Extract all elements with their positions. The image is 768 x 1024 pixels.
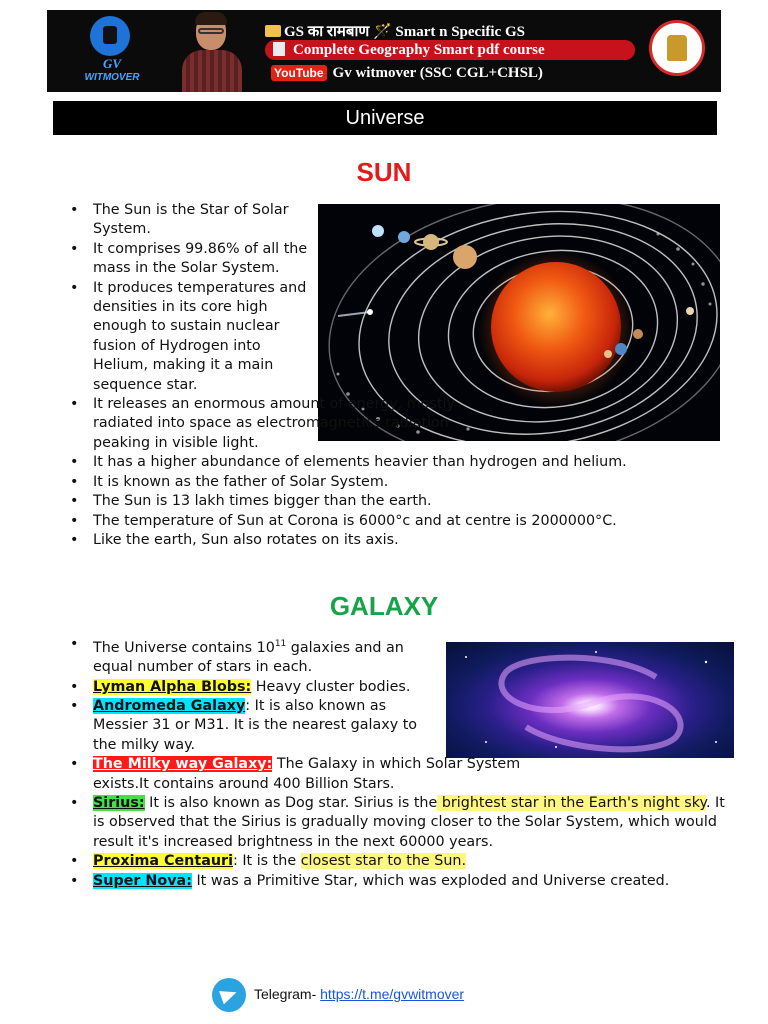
sun-facts-list [68, 201, 688, 550]
telegram-icon[interactable] [212, 978, 246, 1012]
page-title: Universe [53, 101, 717, 135]
list-item: • Proxima Centauri: It is the closest star to the Sun. [68, 852, 728, 871]
brand-logo [77, 14, 147, 88]
list-item: • It releases an enormous amount of energy, mostly radiated into space as electromagnetics radiation peaking in visible light. [68, 395, 688, 453]
list-item: • Lyman Alpha Blobs: Heavy cluster bodies. [68, 678, 728, 697]
sun-heading: SUN [356, 157, 412, 187]
plug-shape [103, 26, 117, 44]
term-sirius: Sirius: [93, 795, 145, 812]
list-item: • Super Nova: It was a Primitive Star, which was exploded and Universe created. [68, 872, 728, 891]
telegram-link[interactable]: https://t.me/gvwitmover [320, 986, 465, 1002]
list-item: • The Sun is the Star of Solar System. [68, 201, 688, 240]
highlight-closest-star: closest star to the Sun. [300, 853, 466, 870]
list-item: • The temperature of Sun at Corona is 6000°c and at centre is 2000000°C. [68, 512, 688, 531]
list-item: • The Sun is 13 lakh times bigger than the earth. [68, 492, 688, 511]
youtube-icon: YouTube [271, 65, 327, 81]
folder-icon [265, 25, 281, 37]
list-item: • Andromeda Galaxy: It is also known as Messier 31 or M31. It is the nearest galaxy to the milky way. [68, 697, 728, 755]
list-item: • It produces temperatures and densities in its core high enough to sustain nuclear fusion of Hydrogen into Helium, making it a main sequence star. [68, 279, 688, 395]
list-item: • Sirius: It is also known as Dog star. Sirius is the brightest star in the Earth's night sky. It is observed that the Sirius is gradually moving closer to the Solar System, which would result it's increased brightness in the next 60000 years. [68, 794, 728, 852]
term-proxima-centauri: Proxima Centauri [93, 853, 233, 870]
telegram-footer: Telegram- https://t.me/gvwitmover [254, 986, 465, 1002]
list-item: • It has a higher abundance of elements heavier than hydrogen and helium. [68, 453, 688, 472]
term-super-nova: Super Nova: [93, 872, 192, 889]
galaxy-heading: GALAXY [329, 591, 439, 621]
term-andromeda-galaxy: Andromeda Galaxy [93, 697, 246, 714]
list-item: • The Milky way Galaxy: The Galaxy in which Solar System exists.It contains around 400 Billion Stars. [68, 755, 728, 794]
banner-channel: YouTube Gv witmover (SSC CGL+CHSL) [271, 65, 543, 82]
galaxy-facts-list [68, 635, 728, 891]
banner-course-title: Complete Geography Smart pdf course [265, 40, 635, 60]
ssc-emblem-icon [649, 20, 705, 76]
term-lyman-alpha-blobs: Lyman Alpha Blobs: [93, 678, 252, 695]
term-milky-way-galaxy: The Milky way Galaxy: [93, 756, 273, 773]
presenter-avatar [177, 10, 247, 92]
logo-mark: GV [102, 56, 122, 71]
document-icon [273, 42, 285, 56]
list-item: • It is known as the father of Solar System. [68, 473, 688, 492]
list-item: • The Universe contains $10^{11}$ galaxies and an equal number of stars in each. [68, 635, 728, 678]
highlight-brightest-star: brightest star in the Earth's night sky [437, 795, 706, 812]
list-item: • It comprises 99.86% of all the mass in the Solar System. [68, 240, 688, 279]
header-banner [47, 10, 721, 92]
list-item: • Like the earth, Sun also rotates on its axis. [68, 531, 688, 550]
banner-tagline: GS का रामबाण 🪄 Smart n Specific GS [265, 21, 525, 41]
logo-text: WITMOVER [84, 72, 140, 83]
